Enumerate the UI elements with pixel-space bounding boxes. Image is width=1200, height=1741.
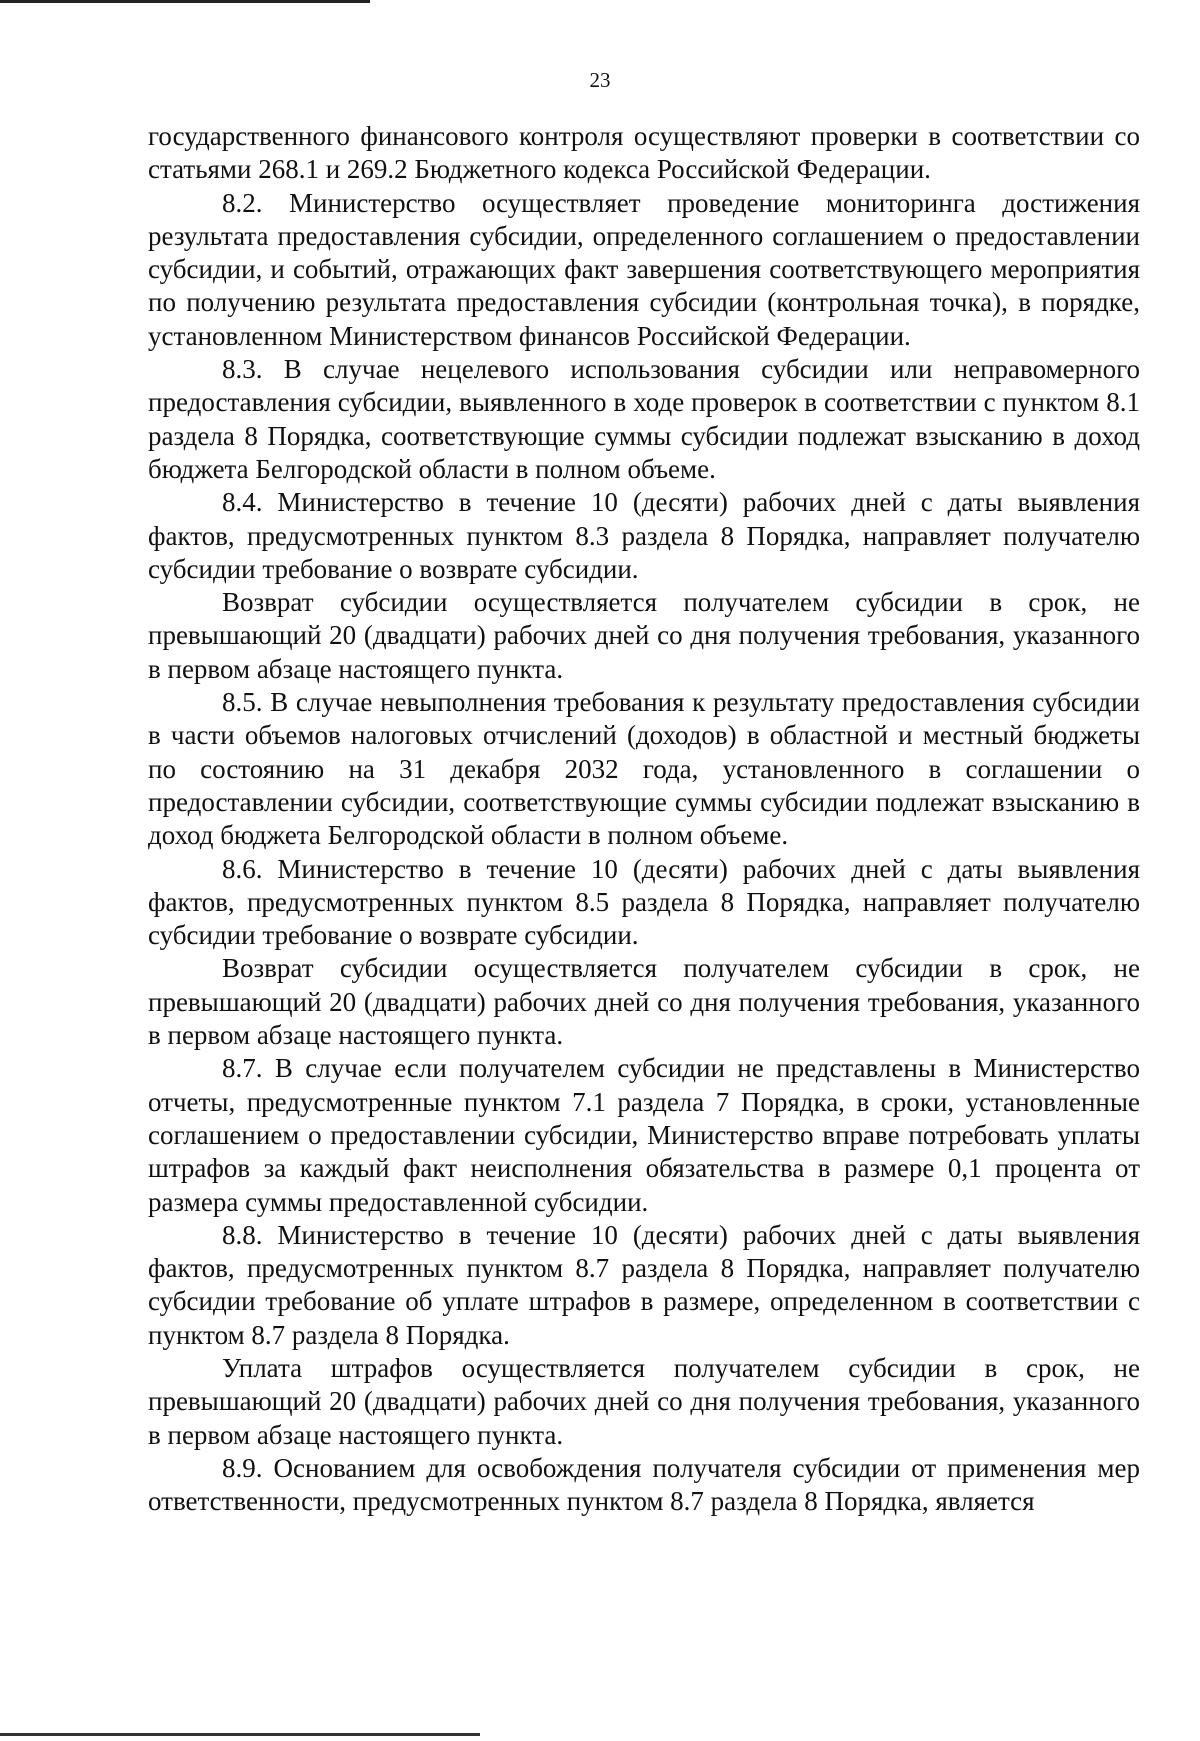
scan-edge-mark-top <box>0 0 370 3</box>
page-number: 23 <box>589 68 611 92</box>
paragraph-8-4-refund: Возврат субсидии осуществляется получателем субсидии в срок, не превышающий 20 (двадцати) рабочих дней со дня получения требования, указанного в первом абзаце настоящего пункта. <box>148 587 1140 684</box>
paragraph-continuation: государственного финансового контроля осуществляют проверки в соответствии со статьями 268.1 и 269.2 Бюджетного кодекса Российской Федерации. <box>148 121 1140 185</box>
document-body <box>148 120 1140 1518</box>
paragraph-8-2: 8.2. Министерство осуществляет проведение мониторинга достижения результата предоставления субсидии, определенного соглашением о предоставлении субсидии, и событий, отражающих факт завершения соответствующего мероприятия по получению результата предоставления субсидии (контрольная точка), в порядке, установленном Министерством финансов Российской Федерации. <box>148 187 1140 351</box>
paragraph-8-9: 8.9. Основанием для освобождения получателя субсидии от применения мер ответственности, предусмотренных пунктом 8.7 раздела 8 Порядка, является <box>148 1452 1140 1517</box>
paragraph-8-3: 8.3. В случае нецелевого использования субсидии или неправомерного предоставления субсидии, выявленного в ходе проверок в соответствии с пунктом 8.1 раздела 8 Порядка, соответствующие суммы субсидии подлежат взысканию в доход бюджета Белгородской области в полном объеме. <box>148 354 1140 484</box>
paragraph-8-5: 8.5. В случае невыполнения требования к результату предоставления субсидии в части объемов налоговых отчислений (доходов) в областной и местный бюджеты по состоянию на 31 декабря 2032 года, установленного в соглашении о предоставлении субсидии, соответствующие суммы субсидии подлежат взысканию в доход бюджета Белгородской области в полном объеме. <box>148 687 1140 851</box>
paragraph-8-7: 8.7. В случае если получателем субсидии не представлены в Министерство отчеты, предусмотренные пунктом 7.1 раздела 7 Порядка, в сроки, установленные соглашением о предоставлении субсидии, Министерство вправе потребовать уплаты штрафов за каждый факт неисполнения обязательства в размере 0,1 процента от размера суммы предоставленной субсидии. <box>148 1053 1140 1217</box>
paragraph-8-6: 8.6. Министерство в течение 10 (десяти) рабочих дней с даты выявления фактов, предусмотренных пунктом 8.5 раздела 8 Порядка, направляет получателю субсидии требование о возврате субсидии. <box>148 853 1140 951</box>
scan-edge-mark-bottom <box>0 1733 480 1736</box>
paragraph-8-4: 8.4. Министерство в течение 10 (десяти) рабочих дней с даты выявления фактов, предусмотренных пунктом 8.3 раздела 8 Порядка, направляет получателю субсидии требование о возврате субсидии. <box>148 487 1140 584</box>
paragraph-8-8: 8.8. Министерство в течение 10 (десяти) рабочих дней с даты выявления фактов, предусмотренных пунктом 8.7 раздела 8 Порядка, направляет получателю субсидии требование об уплате штрафов в размере, определенном в соответствии с пунктом 8.7 раздела 8 Порядка. <box>148 1219 1140 1350</box>
paragraph-8-6-refund: Возврат субсидии осуществляется получателем субсидии в срок, не превышающий 20 (двадцати) рабочих дней со дня получения требования, указанного в первом абзаце настоящего пункта. <box>148 953 1140 1051</box>
paragraph-8-8-payment: Уплата штрафов осуществляется получателем субсидии в срок, не превышающий 20 (двадцати) рабочих дней со дня получения требования, указанного в первом абзаце настоящего пункта. <box>148 1352 1140 1450</box>
